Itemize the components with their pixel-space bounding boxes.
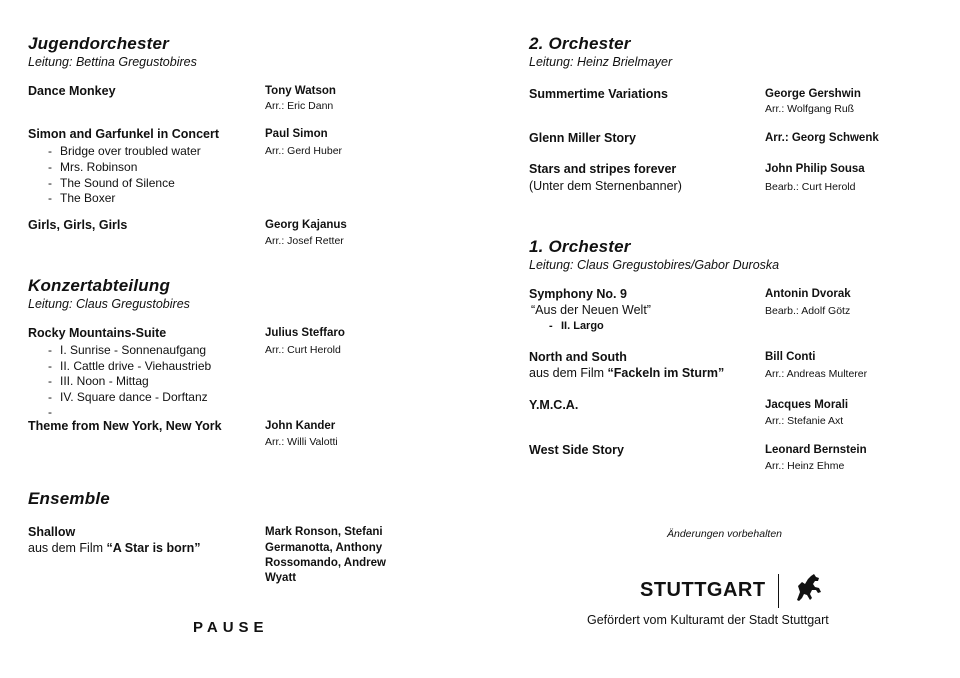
piece-arranger: Arr.: Curt Herold bbox=[265, 344, 341, 356]
piece-composer: Wyatt bbox=[265, 572, 297, 584]
piece-title: West Side Story bbox=[529, 443, 624, 457]
piece-arranger: Arr.: Wolfgang Ruß bbox=[765, 103, 855, 115]
piece-arranger: Bearb.: Curt Herold bbox=[765, 181, 856, 193]
piece-composer: Leonard Bernstein bbox=[765, 444, 867, 456]
changes-note: Änderungen vorbehalten bbox=[667, 528, 783, 540]
section-title-orchester-2: 2. Orchester bbox=[529, 34, 631, 53]
logo-wordmark: STUTTGART bbox=[640, 579, 766, 601]
piece-title: Stars and stripes forever bbox=[529, 162, 677, 176]
piece-title: Shallow bbox=[28, 525, 76, 539]
piece-composer: Rossomando, Andrew bbox=[265, 557, 386, 569]
section-title-ensemble: Ensemble bbox=[28, 489, 110, 508]
piece-title: Y.M.C.A. bbox=[529, 398, 579, 412]
movement-item bbox=[48, 405, 60, 419]
movement-item: - II. Cattle drive - Viehaustrieb bbox=[48, 359, 211, 373]
movement-item: - The Boxer bbox=[48, 191, 115, 205]
piece-title: Symphony No. 9 bbox=[529, 287, 627, 301]
movement-item: - IV. Square dance - Dorftanz bbox=[48, 390, 208, 404]
movement-item: - Mrs. Robinson bbox=[48, 160, 137, 174]
movement-item: - III. Noon - Mittag bbox=[48, 374, 149, 388]
section-leader-konzertabteilung: Leitung: Claus Gregustobires bbox=[28, 297, 190, 311]
piece-title: Glenn Miller Story bbox=[529, 131, 636, 145]
piece-title: Summertime Variations bbox=[529, 87, 668, 101]
movement-item: - The Sound of Silence bbox=[48, 176, 175, 190]
piece-subtitle bbox=[28, 541, 201, 555]
piece-composer: John Philip Sousa bbox=[765, 163, 865, 175]
piece-composer: Antonin Dvorak bbox=[765, 288, 851, 300]
piece-composer: John Kander bbox=[265, 420, 336, 432]
piece-subtitle-prefix: aus dem Film bbox=[28, 541, 107, 555]
movement-item: - I. Sunrise - Sonnenaufgang bbox=[48, 343, 206, 357]
piece-arranger: Arr.: Josef Retter bbox=[265, 235, 344, 247]
piece-title: North and South bbox=[529, 350, 627, 364]
section-title-jugendorchester: Jugendorchester bbox=[28, 34, 169, 53]
section-leader-jugendorchester: Leitung: Bettina Gregustobires bbox=[28, 55, 197, 69]
piece-composer: Jacques Morali bbox=[765, 399, 849, 411]
piece-subtitle-prefix: aus dem Film bbox=[529, 366, 608, 380]
piece-subtitle: “Aus der Neuen Welt” bbox=[531, 303, 651, 317]
funding-note: Gefördert vom Kulturamt der Stadt Stuttgart bbox=[587, 613, 829, 627]
section-title-orchester-1: 1. Orchester bbox=[529, 237, 631, 256]
piece-subtitle bbox=[529, 366, 724, 380]
piece-arranger: Arr.: Stefanie Axt bbox=[765, 415, 844, 427]
piece-composer: George Gershwin bbox=[765, 88, 861, 100]
piece-title: Rocky Mountains-Suite bbox=[28, 326, 167, 340]
piece-title: Theme from New York, New York bbox=[28, 419, 222, 433]
section-leader-orchester-1: Leitung: Claus Gregustobires/Gabor Duroska bbox=[529, 258, 780, 272]
piece-arranger: Bearb.: Adolf Götz bbox=[765, 305, 851, 317]
piece-subtitle-film: “A Star is born” bbox=[106, 541, 201, 555]
piece-title: Girls, Girls, Girls bbox=[28, 218, 128, 232]
piece-composer: Paul Simon bbox=[265, 128, 328, 140]
piece-arranger: Arr.: Andreas Multerer bbox=[765, 368, 868, 380]
piece-title: Dance Monkey bbox=[28, 84, 116, 98]
piece-arranger: Arr.: Heinz Ehme bbox=[765, 460, 845, 472]
piece-composer: Georg Kajanus bbox=[265, 219, 347, 231]
section-title-konzertabteilung: Konzertabteilung bbox=[28, 276, 171, 295]
stuttgart-logo bbox=[640, 572, 825, 609]
piece-composer: Julius Steffaro bbox=[265, 327, 345, 339]
piece-composer: Arr.: Georg Schwenk bbox=[765, 132, 879, 144]
piece-arranger: Arr.: Willi Valotti bbox=[265, 436, 338, 448]
section-leader-orchester-2: Leitung: Heinz Brielmayer bbox=[529, 55, 673, 69]
piece-composer: Mark Ronson, Stefani bbox=[265, 526, 383, 538]
piece-title: Simon and Garfunkel in Concert bbox=[28, 127, 219, 141]
movement-item: - II. Largo bbox=[549, 320, 604, 332]
piece-composer: Germanotta, Anthony bbox=[265, 542, 383, 554]
movement-item: - Bridge over troubled water bbox=[48, 144, 201, 158]
piece-subtitle: (Unter dem Sternenbanner) bbox=[529, 179, 682, 193]
logo-divider bbox=[778, 574, 779, 608]
piece-arranger: Arr.: Eric Dann bbox=[265, 100, 334, 112]
horse-icon bbox=[791, 572, 825, 609]
piece-arranger: Arr.: Gerd Huber bbox=[265, 145, 343, 157]
piece-composer: Bill Conti bbox=[765, 351, 816, 363]
pause-label: PAUSE bbox=[193, 619, 269, 636]
piece-composer: Tony Watson bbox=[265, 85, 336, 97]
piece-subtitle-film: “Fackeln im Sturm” bbox=[607, 366, 725, 380]
